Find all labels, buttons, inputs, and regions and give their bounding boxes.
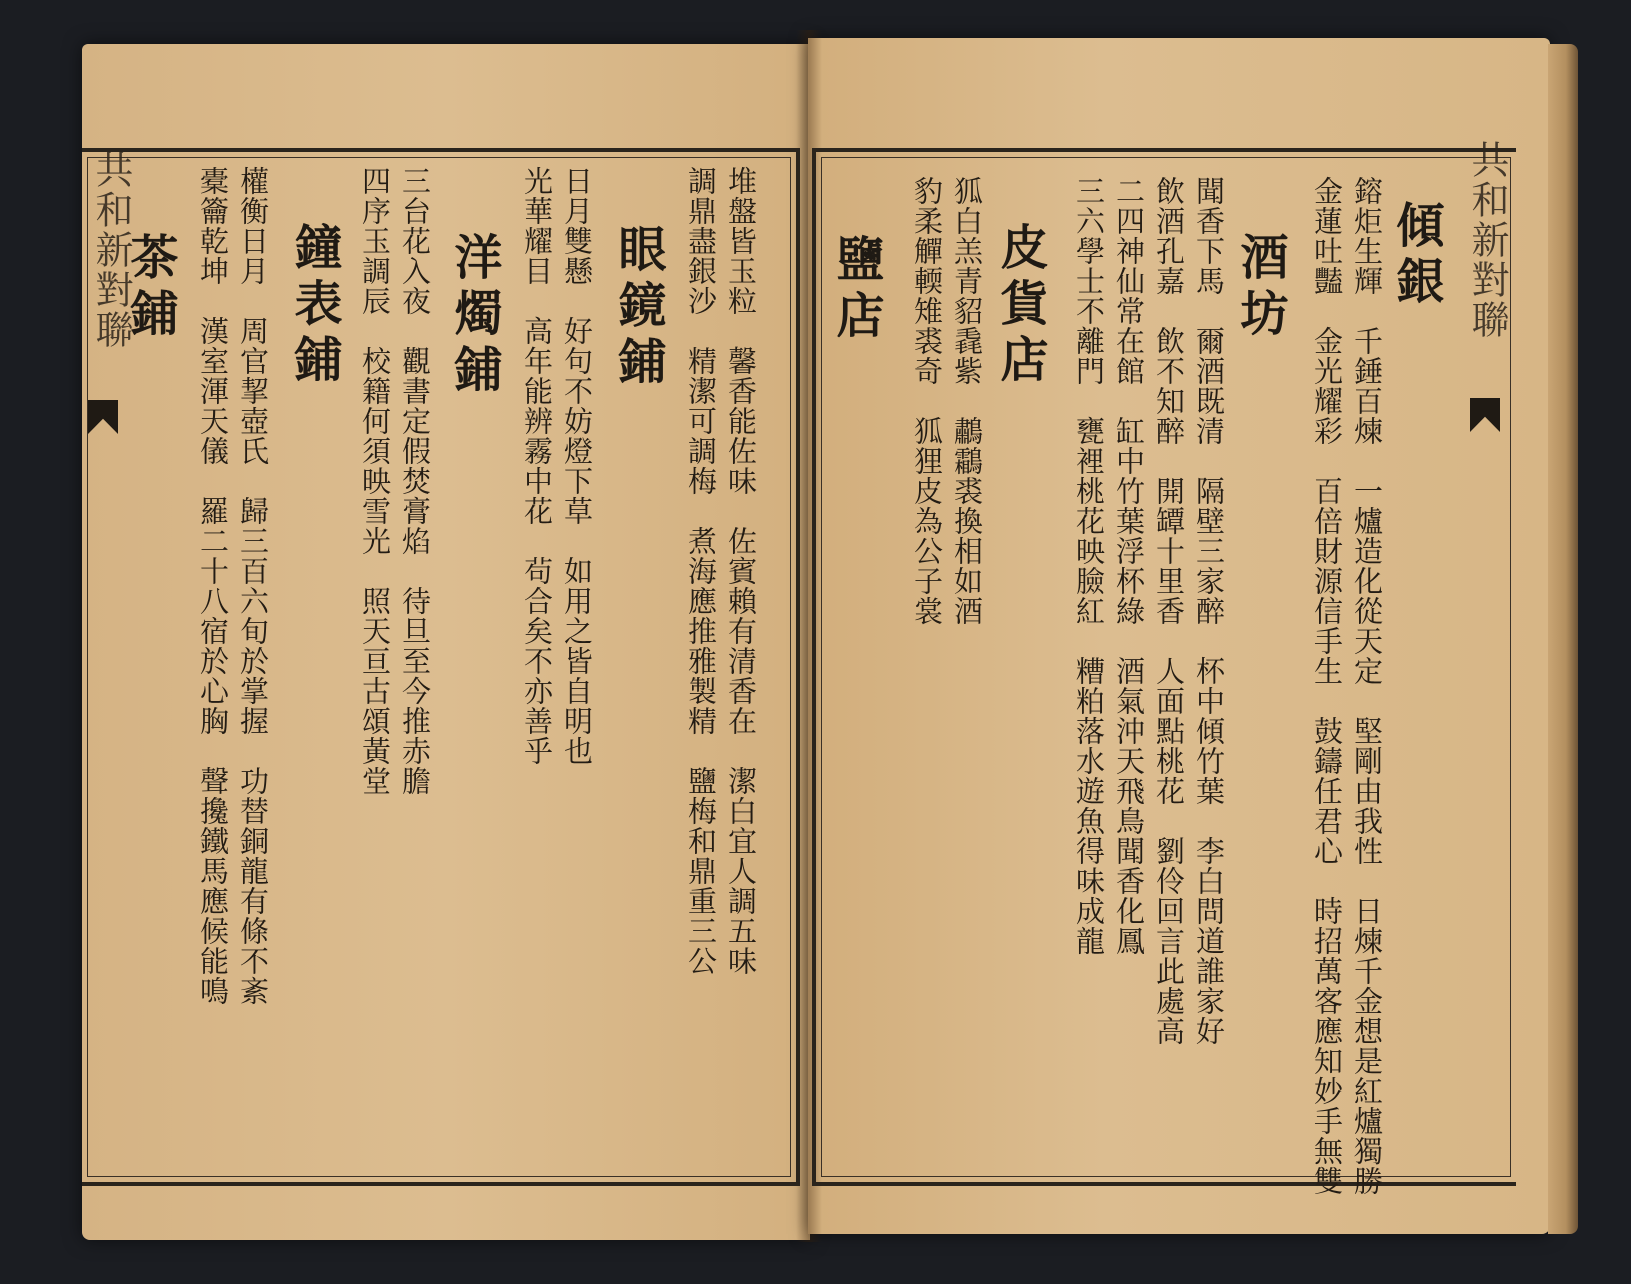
section-title-winery: 酒坊 [1232, 232, 1288, 344]
couplet-line: 飲酒孔嘉 飲不知醉 開罈十里香 人面點桃花 劉伶回言此處高 [1152, 176, 1186, 1046]
couplet-line: 三台花入夜 觀書定假焚膏焰 待旦至今推赤膽 [398, 166, 432, 796]
couplet-line: 狐白羔青貂毳紫 鷫鸘裘換相如酒 [950, 176, 984, 626]
couplet-line: 光華耀目 高年能辨霧中花 茍合矣不亦善乎 [520, 166, 554, 766]
couplet-line: 聞香下馬 爾酒既清 隔壁三家醉 杯中傾竹葉 李白問道誰家好 [1192, 176, 1226, 1046]
couplet-line: 四序玉調辰 校籍何須映雪光 照天亘古頌黃堂 [358, 166, 392, 796]
couplet-line: 橐籥乾坤 漢室渾天儀 羅二十八宿於心胸 聲攙鐵馬應候能鳴 [196, 166, 230, 1006]
left-margin-title: 共和新對聯 [89, 150, 133, 350]
couplet-line: 鎔炬生輝 千錘百煉 一爐造化從天定 堅剛由我性 日煉千金想是紅爐獨勝 [1350, 176, 1384, 1196]
couplet-line: 調鼎盡銀沙 精潔可調梅 煮海應推雅製精 鹽梅和鼎重三公 [684, 166, 718, 976]
couplet-line: 三六學士不離門 甕裡桃花映臉紅 糟粕落水遊魚得味成龍 [1072, 176, 1106, 956]
couplet-line: 二四神仙常在館 缸中竹葉浮杯綠 酒氣沖天飛鳥聞香化鳳 [1112, 176, 1146, 956]
couplet-line: 豹柔觶輭雉裘奇 狐狸皮為公子裳 [910, 176, 944, 626]
section-title-clock-shop: 鐘表鋪 [286, 222, 342, 390]
section-title-candle-shop: 洋燭鋪 [446, 232, 502, 400]
couplet-line: 日月雙懸 好句不妨燈下草 如用之皆自明也 [560, 166, 594, 766]
couplet-line: 堆盤皆玉粒 馨香能佐味 佐賓賴有清香在 潔白宜人調五味 [724, 166, 758, 976]
section-title-salt-shop: 鹽店 [828, 234, 884, 346]
section-title-fur-shop: 皮貨店 [992, 222, 1048, 390]
section-title-tea-shop: 茶鋪 [122, 232, 178, 344]
page-edge-stack [1548, 44, 1578, 1234]
section-title-optician: 眼鏡鋪 [610, 224, 666, 392]
couplet-line: 金蓮吐豔 金光耀彩 百倍財源信手生 鼓鑄任君心 時招萬客應知妙手無雙 [1310, 176, 1344, 1196]
couplet-line: 權衡日月 周官挈壺氏 歸三百六旬於掌握 功替銅龍有條不紊 [236, 166, 270, 1006]
section-title-silver: 傾銀 [1388, 200, 1444, 312]
right-margin-title: 共和新對聯 [1465, 140, 1509, 340]
